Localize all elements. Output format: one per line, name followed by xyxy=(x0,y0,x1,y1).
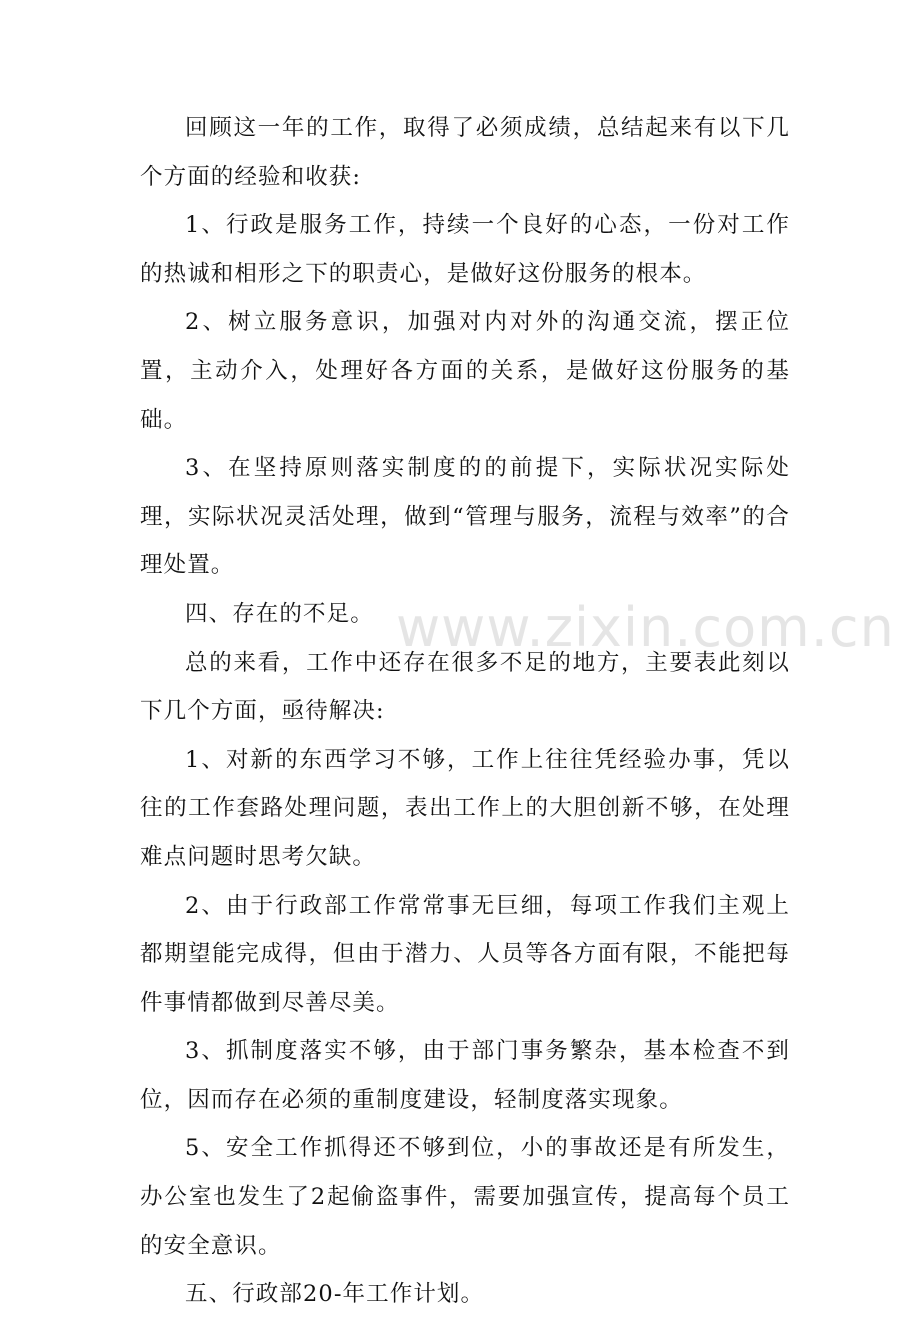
paragraph-shortcoming-3: 3、抓制度落实不够，由于部门事务繁杂，基本检查不到位，因而存在必须的重制度建设，轻制度落实现象。 xyxy=(140,1038,790,1113)
paragraph-shortcoming-5: 5、安全工作抓得还不够到位，小的事故还是有所发生，办公室也发生了2起偷盗事件，需要加强宣传，提高每个员工的安全意识。 xyxy=(140,1135,790,1259)
paragraph-point-3: 3、在坚持原则落实制度的的前提下，实际状况实际处理，实际状况灵活处理，做到“管理与服务，流程与效率”的合理处置。 xyxy=(140,455,790,579)
paragraph-point-1: 1、行政是服务工作，持续一个良好的心态，一份对工作的热诚和相形之下的职责心，是做好这份服务的根本。 xyxy=(140,212,790,287)
paragraph-point-2: 2、树立服务意识，加强对内对外的沟通交流，摆正位置，主动介入，处理好各方面的关系，是做好这份服务的基础。 xyxy=(140,309,790,433)
section-heading-work-plan: 五、行政部20-年工作计划。 xyxy=(185,1281,485,1308)
document-body xyxy=(140,104,790,1319)
paragraph-shortcoming-1: 1、对新的东西学习不够，工作上往往凭经验办事，凭以往的工作套路处理问题，表出工作上的大胆创新不够，在处理难点问题时思考欠缺。 xyxy=(140,746,790,870)
paragraph-review-intro: 回顾这一年的工作，取得了必须成绩，总结起来有以下几个方面的经验和收获: xyxy=(140,115,790,190)
paragraph-shortcomings-intro: 总的来看，工作中还存在很多不足的地方，主要表此刻以下几个方面，亟待解决: xyxy=(140,649,790,725)
section-heading-shortcomings: 四、存在的不足。 xyxy=(185,600,374,627)
watermark-text: www.zixin.com.cn xyxy=(396,596,895,659)
paragraph-shortcoming-2: 2、由于行政部工作常常事无巨细，每项工作我们主观上都期望能完成得，但由于潜力、人员等各方面有限，不能把每件事情都做到尽善尽美。 xyxy=(140,892,790,1016)
